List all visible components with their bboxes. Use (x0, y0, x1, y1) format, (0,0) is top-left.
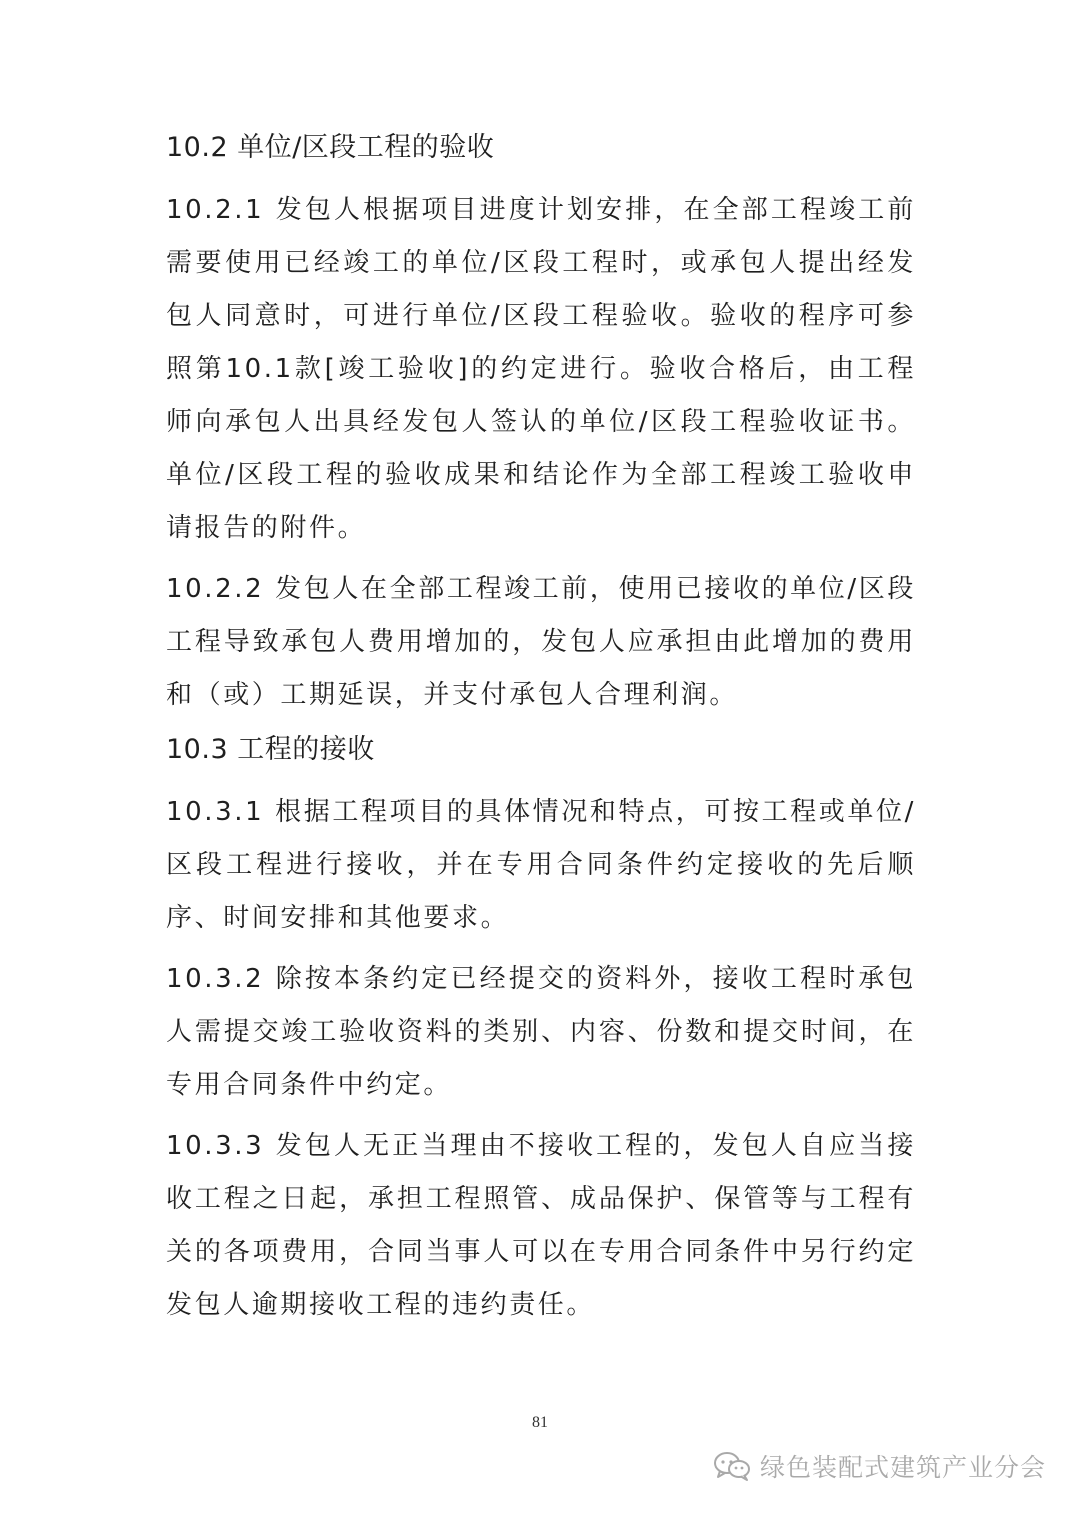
section-10-3 (166, 730, 916, 1332)
section-heading: 10.2 单位/区段工程的验收 (166, 132, 495, 163)
watermark-text: 绿色装配式建筑产业分会 (759, 1453, 1046, 1482)
clause-10-3-2: 10.3.2 除按本条约定已经提交的资料外，接收工程时承包人需提交竣工验收资料的类别、内容、份数和提交时间，在专用合同条件中约定。 (166, 964, 916, 1100)
clause-10-3-1: 10.3.1 根据工程项目的具体情况和特点，可按工程或单位/区段工程进行接收，并在专用合同条件约定接收的先后顺序、时间安排和其他要求。 (166, 797, 916, 933)
document-body (166, 128, 916, 1340)
section-heading: 10.3 工程的接收 (166, 734, 375, 765)
section-10-2 (166, 128, 916, 722)
clause-10-3-3: 10.3.3 发包人无正当理由不接收工程的，发包人自应当接收工程之日起，承担工程照管、成品保护、保管等与工程有关的各项费用，合同当事人可以在专用合同条件中另行约定发包人逾期接收工程的违约责任。 (166, 1131, 916, 1320)
page-number: 81 (532, 1414, 548, 1431)
clause-10-2-1: 10.2.1 发包人根据项目进度计划安排，在全部工程竣工前需要使用已经竣工的单位/区段工程时，或承包人提出经发包人同意时，可进行单位/区段工程验收。验收的程序可参照第10.1款[竣工验收]的约定进行。验收合格后，由工程师向承包人出具经发包人签认的单位/区段工程验收证书。单位/区段工程的验收成果和结论作为全部工程竣工验收申请报告的附件。 (166, 195, 916, 543)
clause-10-2-2: 10.2.2 发包人在全部工程竣工前，使用已接收的单位/区段工程导致承包人费用增加的，发包人应承担由此增加的费用和（或）工期延误，并支付承包人合理利润。 (166, 574, 916, 710)
wechat-icon (712, 1450, 752, 1482)
watermark (712, 1448, 1046, 1484)
